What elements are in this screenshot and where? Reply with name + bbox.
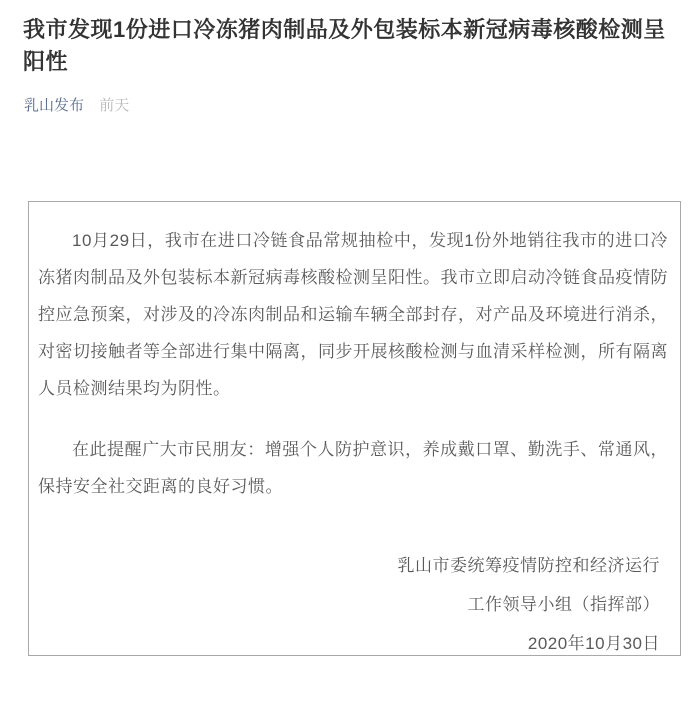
publish-time: 前天: [99, 97, 130, 114]
signature-line-org: 乳山市委统筹疫情防控和经济运行: [397, 556, 660, 575]
notice-paragraph-1: 10月29日，我市在进口冷链食品常规抽检中，发现1份外地销往我市的进口冷冻猪肉制品及外包装标本新冠病毒核酸检测呈阳性。我市立即启动冷链食品疫情防控应急预案，对涉及的冷冻肉制品和运输车辆全部封存，对产品及环境进行消杀，对密切接触者等全部进行集中隔离，同步开展核酸检测与血清采样检测，所有隔离人员检测结果均为阴性。: [38, 231, 668, 398]
article-page: [0, 14, 700, 656]
signature-block: [38, 546, 668, 663]
signature-line-date: 2020年10月30日: [527, 634, 660, 653]
notice-paragraph-2: 在此提醒广大市民朋友：增强个人防护意识，养成戴口罩、勤洗手、常通风，保持安全社交距离的良好习惯。: [38, 440, 668, 496]
signature-line-group: 工作领导小组（指挥部）: [467, 595, 660, 614]
page-title: 我市发现1份进口冷冻猪肉制品及外包装标本新冠病毒核酸检测呈阳性: [23, 17, 666, 74]
byline: [24, 95, 676, 116]
notice-box: [28, 201, 681, 656]
account-name-link[interactable]: 乳山发布: [24, 97, 85, 114]
